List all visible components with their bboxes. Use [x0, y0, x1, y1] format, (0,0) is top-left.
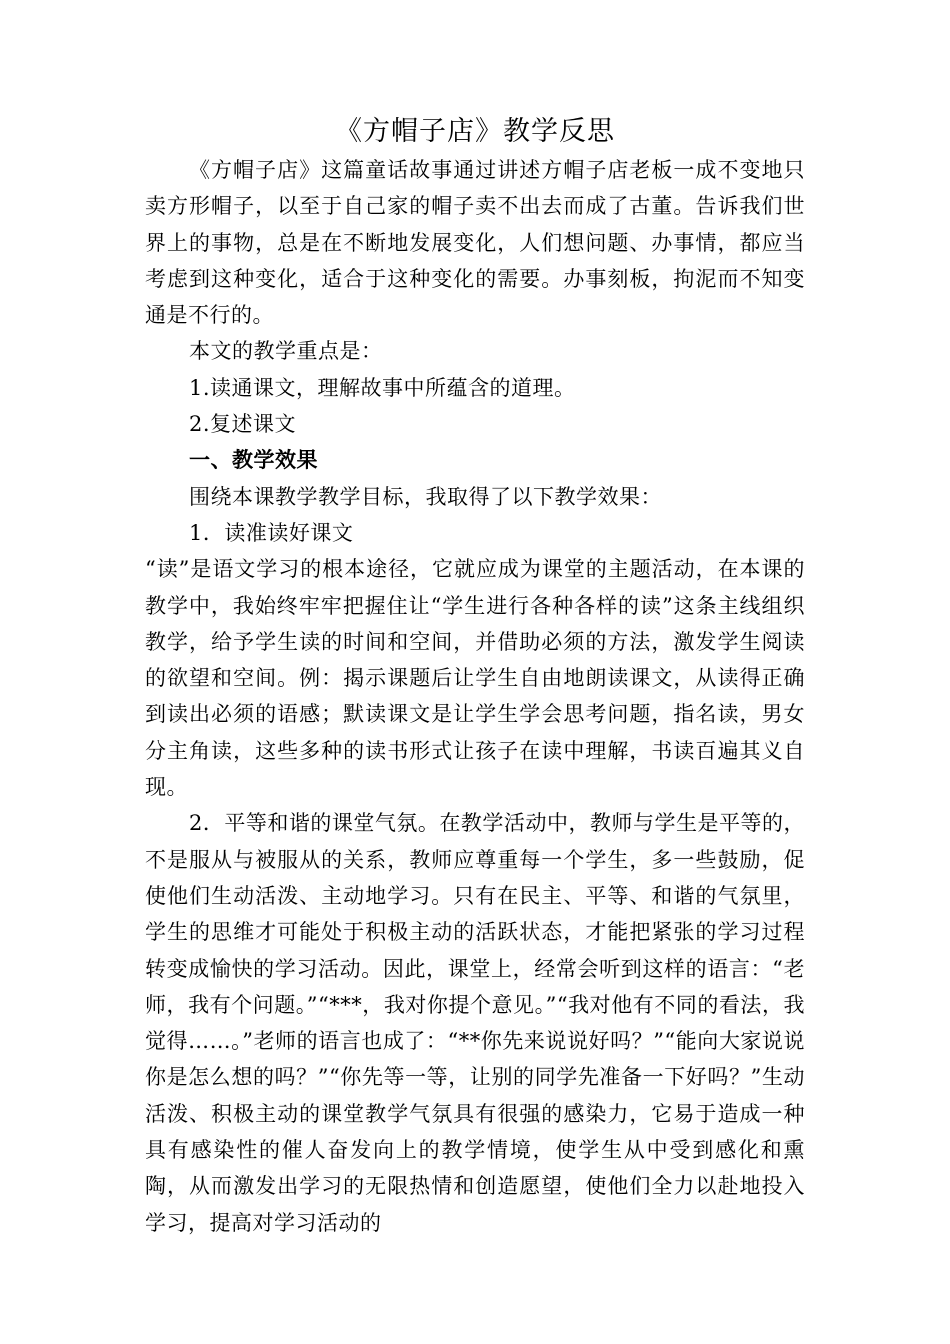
section-heading-teaching-effect: 一、教学效果 — [189, 447, 318, 473]
paragraph-focus-item-1: 1.读通课文，理解故事中所蕴含的道理。 — [189, 375, 576, 400]
document-body — [145, 152, 805, 1241]
paragraph-focus-item-2: 2.复述课文 — [189, 412, 297, 437]
paragraph-intro: 《方帽子店》这篇童话故事通过讲述方帽子店老板一成不变地只卖方形帽子，以至于自己家的帽子卖不出去而成了古董。告诉我们世界上的事物，总是在不断地发展变化，人们想问题、办事情，都应当考虑到这种变化，适合于这种变化的需要。办事刻板，拘泥而不知变通是不行的。 — [145, 158, 805, 328]
paragraph-effect-item-1-title: 1．读准读好课文 — [189, 520, 354, 545]
paragraph-reading: “读”是语文学习的根本途径，它就应成为课堂的主题活动，在本课的教学中，我始终牢牢把握住让“学生进行各种各样的读”这条主线组织教学，给予学生读的时间和空间，并借助必须的方法，激发学生阅读的欲望和空间。例：揭示课题后让学生自由地朗读课文，从读得正确到读出必须的语感；默读课文是让学生学会思考问题，指名读，男女分主角读，这些多种的读书形式让孩子在读中理解，书读百遍其义自现。 — [145, 557, 805, 800]
paragraph-focus-heading: 本文的教学重点是： — [189, 339, 383, 364]
document-title: 《方帽子店》教学反思 — [335, 116, 615, 147]
paragraph-effect-intro: 围绕本课教学教学目标，我取得了以下教学效果： — [189, 484, 662, 509]
paragraph-atmosphere: 2．平等和谐的课堂气氛。在教学活动中，教师与学生是平等的，不是服从与被服从的关系，教师应尊重每一个学生，多一些鼓励，促使他们生动活泼、主动地学习。只有在民主、平等、和谐的气氛里，学生的思维才可能处于积极主动的活跃状态，才能把紧张的学习过程转变成愉快的学习活动。因此，课堂上，经常会听到这样的语言：“老师，我有个问题。”“***，我对你提个意见。”“我对他有不同的看法，我觉得……。”老师的语言也成了：“**你先来说说好吗？”“能向大家说说你是怎么想的吗？”“你先等一等，让别的同学先准备一下好吗？”生动活泼、积极主动的课堂教学气氛具有很强的感染力，它易于造成一种具有感染性的催人奋发向上的教学情境，使学生从中受到感化和熏陶，从而激发出学习的无限热情和创造愿望，使他们全力以赴地投入学习，提高对学习活动的 — [145, 811, 805, 1235]
